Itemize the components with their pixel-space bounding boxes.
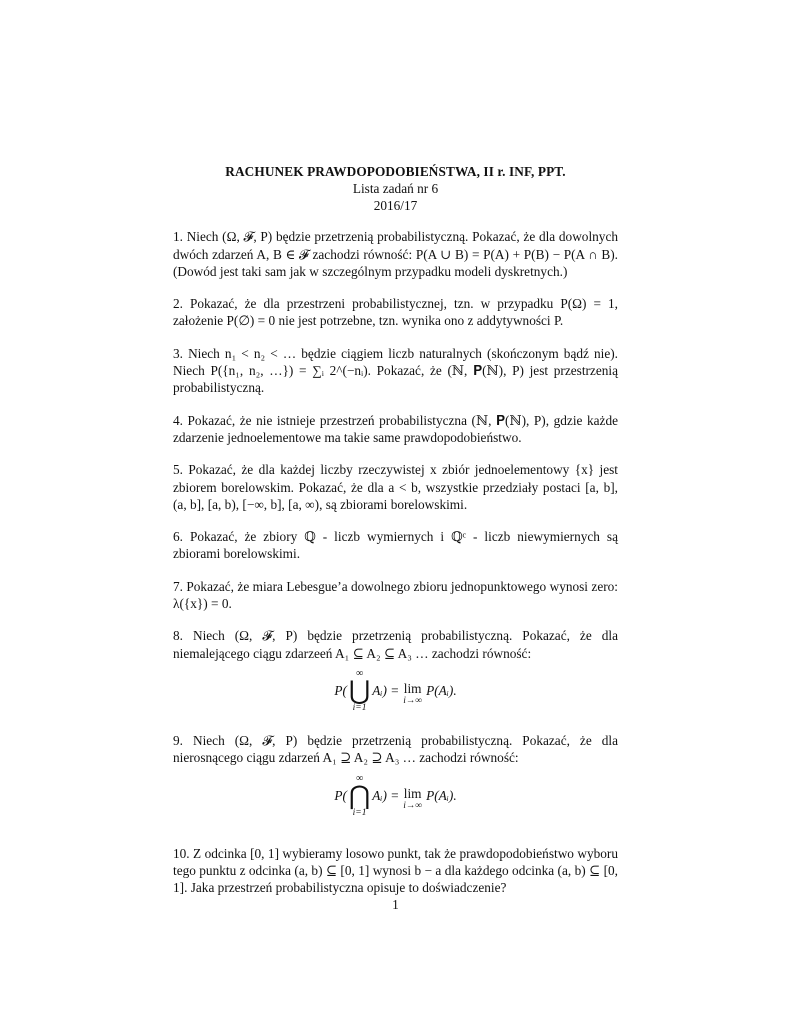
document-title: RACHUNEK PRAWDOPODOBIEŃSTWA, II r. INF, PPT.: [225, 164, 566, 179]
equation-union-limit: [173, 668, 618, 714]
problem-7: 7. Pokazać, że miara Lebesgue’a dowolnego zbioru jednopunktowego wynosi zero: λ({x}) = 0.: [173, 578, 618, 612]
eq8-union-symbol: ⋃: [348, 675, 371, 705]
problem-1: 1. Niech (Ω, 𝓕, P) będzie przetrzenią probabilistyczną. Pokazać, że dla dowolnych dwóch zdarzeń A, B ∈ 𝓕 zachodzi równość: P(A ∪ B) = P(A) + P(B) − P(A ∩ B). (Dowód jest taki sam jak w szczególnym przypadku modeli dyskretnych.): [173, 229, 618, 279]
eq8-lhs: P(: [334, 683, 347, 699]
eq9-argument: Aᵢ) =: [372, 787, 400, 803]
eq8-lower-limit: i=1: [352, 702, 367, 713]
problem-3: 3. Niech n₁ < n₂ < … będzie ciągiem liczb naturalnych (skończonym bądź nie). Niech P({n₁, n₂, …}) = ∑ᵢ 2^(−nᵢ). Pokazać, że (ℕ, 𝐏(ℕ), P) jest przestrzenią probabilistyczną.: [173, 345, 618, 396]
problem-9: 9. Niech (Ω, 𝓕, P) będzie przetrzenią probabilistyczną. Pokazać, że dla nierosnącego ciągu zdarzeń A₁ ⊇ A₂ ⊇ A₃ … zachodzi równość:: [173, 732, 618, 766]
eq8-rhs: P(Aᵢ).: [426, 683, 457, 699]
problem-10: 10. Z odcinka [0, 1] wybieramy losowo punkt, tak że prawdopodobieństwo wyboru tego punktu z odcinka (a, b) ⊆ [0, 1] wynosi b − a dla każdego odcinka (a, b) ⊆ [0, 1]. Jaka przestrzeń probabilistyczna opisuje to doświadczenie?: [173, 845, 618, 896]
eq8-lim-subscript: i→∞: [403, 695, 423, 706]
eq9-upper-limit: ∞: [356, 772, 364, 784]
problem-5: 5. Pokazać, że dla każdej liczby rzeczywistej x zbiór jednoelementowy {x} jest zbiorem borelowskim. Pokazać, że dla a < b, wszystkie przedziały postaci [a, b], (a, b], [a, b), [−∞, b], [a, ∞), są zbiorami borelowskimi.: [173, 462, 618, 512]
list-label: Lista zadań nr 6: [352, 181, 439, 197]
equation-intersection-limit: [173, 773, 618, 819]
problem-2: 2. Pokazać, że dla przestrzeni probabilistycznej, tzn. w przypadku P(Ω) = 1, założenie P(∅) = 0 nie jest potrzebne, tzn. wynika ono z addytywności P.: [173, 296, 618, 329]
problem-4: 4. Pokazać, że nie istnieje przestrzeń probabilistyczna (ℕ, 𝐏(ℕ), P), gdzie każde zdarzenie jednoelementowe ma takie same prawdopodobieństwo.: [173, 412, 618, 445]
problem-8: 8. Niech (Ω, 𝓕, P) będzie przetrzenią probabilistyczną. Pokazać, że dla niemalejącego ciągu zdarzeeń A₁ ⊆ A₂ ⊆ A₃ … zachodzi równość:: [173, 628, 618, 661]
academic-year: 2016/17: [373, 198, 418, 214]
eq9-lim-word: lim: [403, 785, 422, 801]
eq8-upper-limit: ∞: [356, 667, 364, 679]
eq9-lim-subscript: i→∞: [403, 800, 423, 811]
eq9-lower-limit: i=1: [352, 807, 367, 818]
eq8-lim-word: lim: [403, 680, 422, 696]
document-header: [173, 163, 618, 214]
eq8-argument: Aᵢ) =: [372, 683, 400, 699]
eq9-limit: [403, 785, 423, 812]
document-content: [173, 163, 618, 911]
eq9-intersection-symbol: ⋂: [348, 780, 371, 810]
eq9-intersection-operator: [349, 773, 370, 819]
eq9-rhs: P(Aᵢ).: [426, 787, 457, 803]
eq8-union-operator: [349, 668, 370, 714]
eq8-limit: [403, 680, 423, 707]
eq9-lhs: P(: [334, 787, 347, 803]
problem-6: 6. Pokazać, że zbiory ℚ - liczb wymiernych i ℚᶜ - liczb niewymiernych są zbiorami borelowskimi.: [173, 529, 618, 562]
page-number: 1: [392, 897, 399, 912]
